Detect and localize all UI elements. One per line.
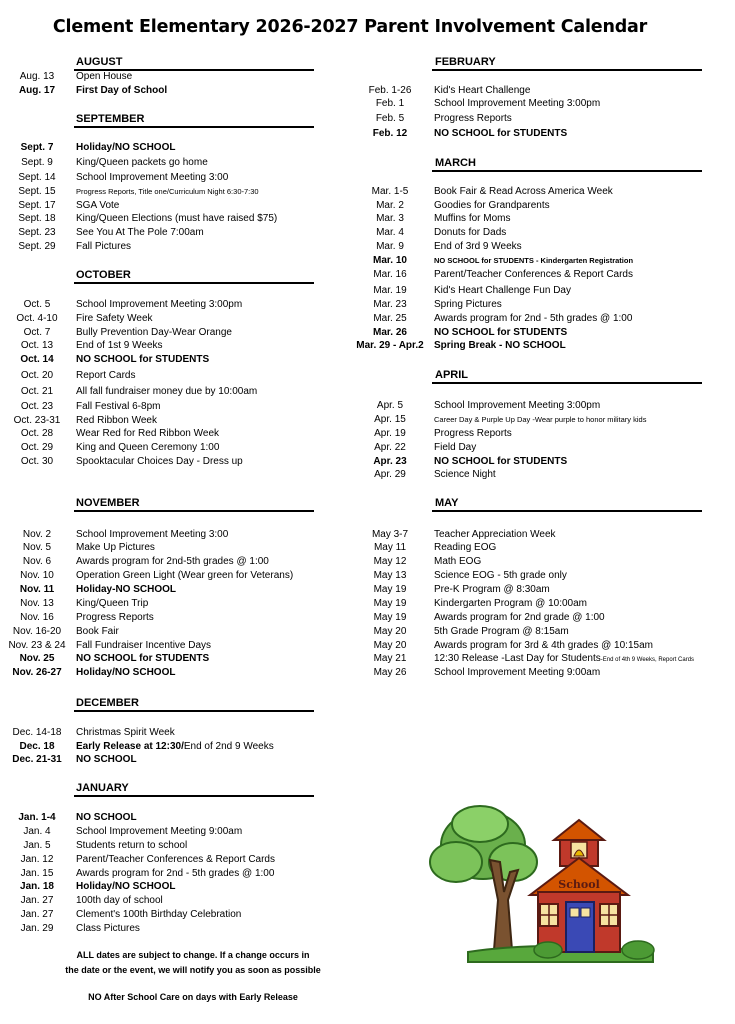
entry-date: May 11 <box>373 542 407 553</box>
calendar-entry <box>0 666 735 680</box>
entry-event-text: Kid's Heart Challenge Fun Day <box>434 285 571 296</box>
entry-event-text: Kid's Heart Challenge <box>434 85 531 96</box>
entry-date: Oct. 29 <box>20 442 54 453</box>
entry-event-text: Holiday/NO SCHOOL <box>76 142 176 153</box>
entry-event-text: NO SCHOOL for STUDENTS <box>76 354 210 365</box>
entry-date: Jan. 29 <box>20 923 54 934</box>
entry-event-text: End of 1st 9 Weeks <box>76 340 163 351</box>
calendar-entry <box>0 226 735 240</box>
entry-date: May 20 <box>373 640 407 651</box>
entry-date: Mar. 19 <box>373 285 407 296</box>
month-divider <box>432 69 702 71</box>
entry-event-text: King/Queen Elections (must have raised $75) <box>76 213 278 224</box>
entry-event-tail: End of 2nd 9 Weeks <box>183 741 274 752</box>
entry-event-text: SGA Vote <box>76 200 120 211</box>
month-heading: FEBRUARY <box>435 56 496 68</box>
entry-date: Aug. 17 <box>18 85 56 96</box>
entry-event-text: Career Day & Purple Up Day -Wear purple to honor military kids <box>434 415 647 424</box>
entry-event-text: NO SCHOOL <box>76 812 137 823</box>
entry-date: May 19 <box>373 584 407 595</box>
entry-date: May 3-7 <box>371 529 409 540</box>
month-divider <box>432 382 702 384</box>
entry-event-text: NO SCHOOL for STUDENTS <box>434 456 568 467</box>
calendar-entry <box>0 312 735 326</box>
entry-event <box>434 569 567 583</box>
entry-event-text: Red Ribbon Week <box>76 415 157 426</box>
entry-date: Mar. 23 <box>373 299 407 310</box>
entry-event <box>434 583 550 597</box>
entry-event-text: Teacher Appreciation Week <box>434 529 556 540</box>
entry-date: May 13 <box>373 570 407 581</box>
entry-date: Mar. 1-5 <box>371 186 409 197</box>
calendar-entry <box>0 555 735 569</box>
entry-event-text: Math EOG <box>434 556 482 567</box>
calendar-entry <box>0 528 735 542</box>
entry-event-text: School Improvement Meeting 9:00am <box>76 826 243 837</box>
calendar-entry <box>0 326 735 340</box>
calendar-entry <box>0 597 735 611</box>
entry-date: Jan. 5 <box>23 840 51 851</box>
entry-event-text: Fall Fundraiser Incentive Days <box>76 640 212 651</box>
entry-event-text: Parent/Teacher Conferences & Report Cards <box>434 269 633 280</box>
entry-event-text: End of 3rd 9 Weeks <box>434 241 522 252</box>
entry-event-text: King/Queen Trip <box>76 598 149 609</box>
entry-event <box>434 84 530 98</box>
entry-event-text: Awards program for 2nd - 5th grades @ 1:00 <box>434 313 633 324</box>
calendar-entry <box>0 583 735 597</box>
calendar-entry <box>0 569 735 583</box>
calendar-entry <box>0 399 735 413</box>
calendar-entry <box>0 298 735 312</box>
entry-date: Nov. 26-27 <box>12 667 62 678</box>
calendar-entry <box>0 127 735 141</box>
entry-date: Mar. 25 <box>373 313 407 324</box>
entry-event-text: Field Day <box>434 442 477 453</box>
entry-date: May 26 <box>373 667 407 678</box>
page-title: Clement Elementary 2026-2027 Parent Involvement Calendar <box>52 17 648 37</box>
entry-date: Sept. 29 <box>18 241 56 252</box>
entry-event-text: School Improvement Meeting 9:00am <box>434 667 601 678</box>
school-sign: School <box>558 878 600 891</box>
entry-event-text: Progress Reports <box>434 428 512 439</box>
entry-date: Oct. 23 <box>20 401 54 412</box>
entry-event-text: Donuts for Dads <box>434 227 507 238</box>
entry-date: Oct. 4-10 <box>16 313 58 324</box>
entry-date: Sept. 14 <box>18 172 56 183</box>
entry-event <box>434 427 512 441</box>
entry-event-text: Book Fair & Read Across America Week <box>434 186 613 197</box>
entry-date: Feb. 1 <box>375 98 405 109</box>
entry-event <box>434 312 632 326</box>
entry-event-text: Science EOG - 5th grade only <box>434 570 567 581</box>
entry-event-text: Fire Safety Week <box>76 313 153 324</box>
disclaimer-line-1: ALL dates are subject to change. If a change occurs in <box>76 950 310 960</box>
entry-date: Sept. 18 <box>18 213 56 224</box>
entry-date: Jan. 12 <box>20 854 54 865</box>
entry-event <box>434 326 567 340</box>
entry-event <box>434 127 567 141</box>
entry-date: Jan. 1-4 <box>18 812 56 823</box>
entry-date: Nov. 5 <box>22 542 52 553</box>
entry-event <box>434 611 605 625</box>
entry-date: Dec. 18 <box>19 741 55 752</box>
entry-event <box>434 597 587 611</box>
calendar-entry <box>0 199 735 213</box>
tree-icon <box>430 806 537 950</box>
entry-date: Apr. 5 <box>376 400 404 411</box>
entry-event-text: School Improvement Meeting 3:00 <box>76 529 229 540</box>
entry-event-text: School Improvement Meeting 3:00pm <box>76 299 243 310</box>
calendar-entry <box>0 455 735 469</box>
disclaimer-note <box>52 948 334 978</box>
entry-event-text: 100th day of school <box>76 895 163 906</box>
entry-event <box>434 468 496 482</box>
entry-event-text: NO SCHOOL for STUDENTS <box>76 653 210 664</box>
entry-event-text: NO SCHOOL for STUDENTS - Kindergarten Registration <box>434 256 634 265</box>
entry-event-text: Goodies for Grandparents <box>434 200 550 211</box>
entry-event-text: See You At The Pole 7:00am <box>76 227 204 238</box>
entry-event-text: 12:30 Release -Last Day for Students <box>434 653 601 664</box>
entry-event <box>434 455 567 469</box>
entry-event-text: Muffins for Moms <box>434 213 511 224</box>
entry-event-text: School Improvement Meeting 3:00pm <box>434 400 601 411</box>
entry-date: Dec. 21-31 <box>12 754 62 765</box>
entry-date: Jan. 18 <box>20 881 54 892</box>
entry-date: Mar. 3 <box>376 213 404 224</box>
entry-event-text: Holiday/NO SCHOOL <box>76 667 176 678</box>
month-heading: MARCH <box>435 157 476 169</box>
entry-date: Jan. 4 <box>23 826 51 837</box>
month-heading: OCTOBER <box>76 269 131 281</box>
entry-date: Nov. 16-20 <box>12 626 62 637</box>
entry-event-text: Fall Pictures <box>76 241 132 252</box>
entry-date: Sept. 9 <box>21 157 53 168</box>
entry-date: Sept. 15 <box>18 186 56 197</box>
schoolhouse-icon <box>530 820 628 952</box>
calendar-entry <box>0 441 735 455</box>
entry-event-text: Book Fair <box>76 626 119 637</box>
entry-date: Apr. 22 <box>374 442 406 453</box>
entry-event <box>434 212 511 226</box>
entry-date: Apr. 19 <box>374 428 406 439</box>
entry-event <box>434 240 522 254</box>
entry-date: Oct. 28 <box>20 428 54 439</box>
entry-date: Apr. 15 <box>374 414 406 425</box>
entry-event <box>434 226 506 240</box>
month-heading: JANUARY <box>76 782 129 794</box>
entry-date: Apr. 29 <box>374 469 406 480</box>
entry-event-text: Awards program for 2nd-5th grades @ 1:00 <box>76 556 269 567</box>
entry-event-text: Clement's 100th Birthday Celebration <box>76 909 242 920</box>
entry-event-text: King/Queen packets go home <box>76 157 208 168</box>
calendar-entry <box>0 652 735 666</box>
entry-event-text: Parent/Teacher Conferences & Report Cards <box>76 854 275 865</box>
entry-date: Nov. 13 <box>20 598 54 609</box>
entry-date: Jan. 27 <box>20 909 54 920</box>
entry-event-text: Progress Reports <box>434 113 512 124</box>
entry-event-text: Class Pictures <box>76 923 140 934</box>
entry-event-text: Pre-K Program @ 8:30am <box>434 584 550 595</box>
entry-event <box>434 399 600 413</box>
calendar-entry <box>0 541 735 555</box>
entry-date: Dec. 14-18 <box>12 727 62 738</box>
entry-date: May 21 <box>373 653 407 664</box>
entry-event-text: Students return to school <box>76 840 188 851</box>
entry-date: Feb. 1-26 <box>368 85 412 96</box>
month-heading: MAY <box>435 497 459 509</box>
entry-event-text: Progress Reports <box>76 612 154 623</box>
entry-event-text: Spooktacular Choices Day - Dress up <box>76 456 243 467</box>
entry-date: May 12 <box>373 556 407 567</box>
entry-date: Oct. 21 <box>20 386 54 397</box>
entry-event-text: Awards program for 2nd grade @ 1:00 <box>434 612 605 623</box>
calendar-entry <box>0 639 735 653</box>
entry-event-text: 5th Grade Program @ 8:15am <box>434 626 569 637</box>
entry-date: Oct. 13 <box>20 340 54 351</box>
entry-date: Nov. 6 <box>22 556 52 567</box>
entry-event-text: Awards program for 3rd & 4th grades @ 10:15am <box>434 640 653 651</box>
entry-date: Oct. 5 <box>23 299 51 310</box>
calendar-entry <box>0 611 735 625</box>
entry-date: Nov. 11 <box>19 584 55 595</box>
entry-date: Nov. 10 <box>20 570 54 581</box>
entry-date: Nov. 25 <box>19 653 55 664</box>
entry-date: Oct. 14 <box>20 354 54 365</box>
entry-date: Nov. 23 & 24 <box>8 640 66 651</box>
entry-date: Aug. 13 <box>19 71 55 82</box>
schoolhouse-tree-illustration <box>428 800 668 970</box>
entry-date: May 19 <box>373 598 407 609</box>
entry-event-text: Science Night <box>434 469 496 480</box>
entry-event-text: Spring Pictures <box>434 299 502 310</box>
entry-event <box>434 284 571 298</box>
entry-event <box>434 413 646 427</box>
entry-date: Oct. 7 <box>23 327 51 338</box>
entry-event-text: Early Release at 12:30/ <box>76 741 184 752</box>
calendar-entry <box>0 112 735 126</box>
entry-event <box>434 268 633 282</box>
month-heading: DECEMBER <box>76 697 139 709</box>
entry-event-text: School Improvement Meeting 3:00pm <box>434 98 601 109</box>
entry-event-text: Kindergarten Program @ 10:00am <box>434 598 588 609</box>
entry-event <box>434 199 550 213</box>
calendar-entry <box>0 413 735 427</box>
entry-date: Oct. 20 <box>20 370 54 381</box>
entry-event-text: Operation Green Light (Wear green for Veterans) <box>76 570 294 581</box>
calendar-entry <box>0 185 735 199</box>
entry-event <box>434 541 496 555</box>
entry-date: Jan. 27 <box>20 895 54 906</box>
calendar-entry <box>0 84 735 98</box>
month-heading: SEPTEMBER <box>76 113 145 125</box>
entry-date: Feb. 5 <box>375 113 405 124</box>
entry-date: Sept. 7 <box>20 142 54 153</box>
calendar-entry <box>0 268 735 282</box>
entry-event <box>434 339 566 353</box>
entry-event-text: Holiday-NO SCHOOL <box>76 584 177 595</box>
entry-event <box>434 185 613 199</box>
entry-date: Nov. 16 <box>20 612 54 623</box>
entry-event-text: Bully Prevention Day-Wear Orange <box>76 327 232 338</box>
entry-event <box>434 625 569 639</box>
entry-event <box>434 639 653 653</box>
month-heading: AUGUST <box>76 56 123 68</box>
entry-date: Jan. 15 <box>20 868 54 879</box>
entry-date: Nov. 2 <box>22 529 52 540</box>
entry-event-text: First Day of School <box>76 85 168 96</box>
entry-date: Mar. 10 <box>373 255 407 266</box>
month-heading: NOVEMBER <box>76 497 140 509</box>
calendar-entry <box>0 339 735 353</box>
entry-date: Mar. 26 <box>373 327 407 338</box>
entry-event-text: Spring Break - NO SCHOOL <box>434 340 566 351</box>
month-divider <box>432 510 702 512</box>
entry-event <box>434 254 633 268</box>
entry-date: Apr. 23 <box>373 456 407 467</box>
entry-date: Mar. 2 <box>376 200 404 211</box>
entry-event-text: NO SCHOOL for STUDENTS <box>434 128 568 139</box>
entry-event-text: Fall Festival 6-8pm <box>76 401 161 412</box>
entry-event-text: Make Up Pictures <box>76 542 155 553</box>
entry-event-text: Reading EOG <box>434 542 497 553</box>
entry-event-text: Progress Reports, Title one/Curriculum Night 6:30-7:30 <box>76 187 259 196</box>
entry-date: May 20 <box>373 626 407 637</box>
entry-event-tail: -End of 4th 9 Weeks, Report Cards <box>600 657 695 663</box>
entry-event-text: Holiday/NO SCHOOL <box>76 881 176 892</box>
entry-event-text: Open House <box>76 71 133 82</box>
month-heading: APRIL <box>435 369 468 381</box>
entry-event-text: School Improvement Meeting 3:00 <box>76 172 229 183</box>
entry-date: Mar. 29 - Apr.2 <box>356 340 424 351</box>
entry-date: Mar. 9 <box>376 241 404 252</box>
entry-event-text: Report Cards <box>76 370 136 381</box>
disclaimer-line-2: the date or the event, we will notify you as soon as possible <box>65 965 321 975</box>
entry-event-text: All fall fundraiser money due by 10:00am <box>76 386 258 397</box>
calendar-entry <box>0 427 735 441</box>
entry-event <box>434 528 556 542</box>
entry-date: Oct. 30 <box>20 456 54 467</box>
calendar-entry <box>0 625 735 639</box>
calendar-entry <box>0 254 735 268</box>
entry-event-text: NO SCHOOL <box>76 754 137 765</box>
entry-event-text: NO SCHOOL for STUDENTS <box>434 327 568 338</box>
entry-date: Mar. 16 <box>373 269 407 280</box>
entry-date: Oct. 23-31 <box>13 415 61 426</box>
entry-event <box>434 555 481 569</box>
entry-date: Mar. 4 <box>376 227 404 238</box>
month-divider <box>432 170 702 172</box>
entry-event <box>434 112 512 126</box>
calendar-entry <box>0 240 735 254</box>
entry-event <box>434 97 600 111</box>
calendar-entry <box>0 284 735 298</box>
entry-date: May 19 <box>373 612 407 623</box>
entry-event-text: Awards program for 2nd - 5th grades @ 1:00 <box>76 868 275 879</box>
entry-event-text: Wear Red for Red Ribbon Week <box>76 428 220 439</box>
entry-event <box>434 441 476 455</box>
calendar-entry <box>0 212 735 226</box>
entry-event-text: Christmas Spirit Week <box>76 727 175 738</box>
entry-event <box>434 652 694 667</box>
entry-date: Feb. 12 <box>372 128 408 139</box>
entry-date: Sept. 23 <box>18 227 56 238</box>
entry-event <box>434 298 502 312</box>
entry-event <box>434 666 600 680</box>
calendar-entry <box>0 468 735 482</box>
entry-date: Sept. 17 <box>18 200 56 211</box>
after-school-note: NO After School Care on days with Early Release <box>88 992 298 1002</box>
entry-event-text: King and Queen Ceremony 1:00 <box>76 442 220 453</box>
calendar-entry <box>0 97 735 111</box>
